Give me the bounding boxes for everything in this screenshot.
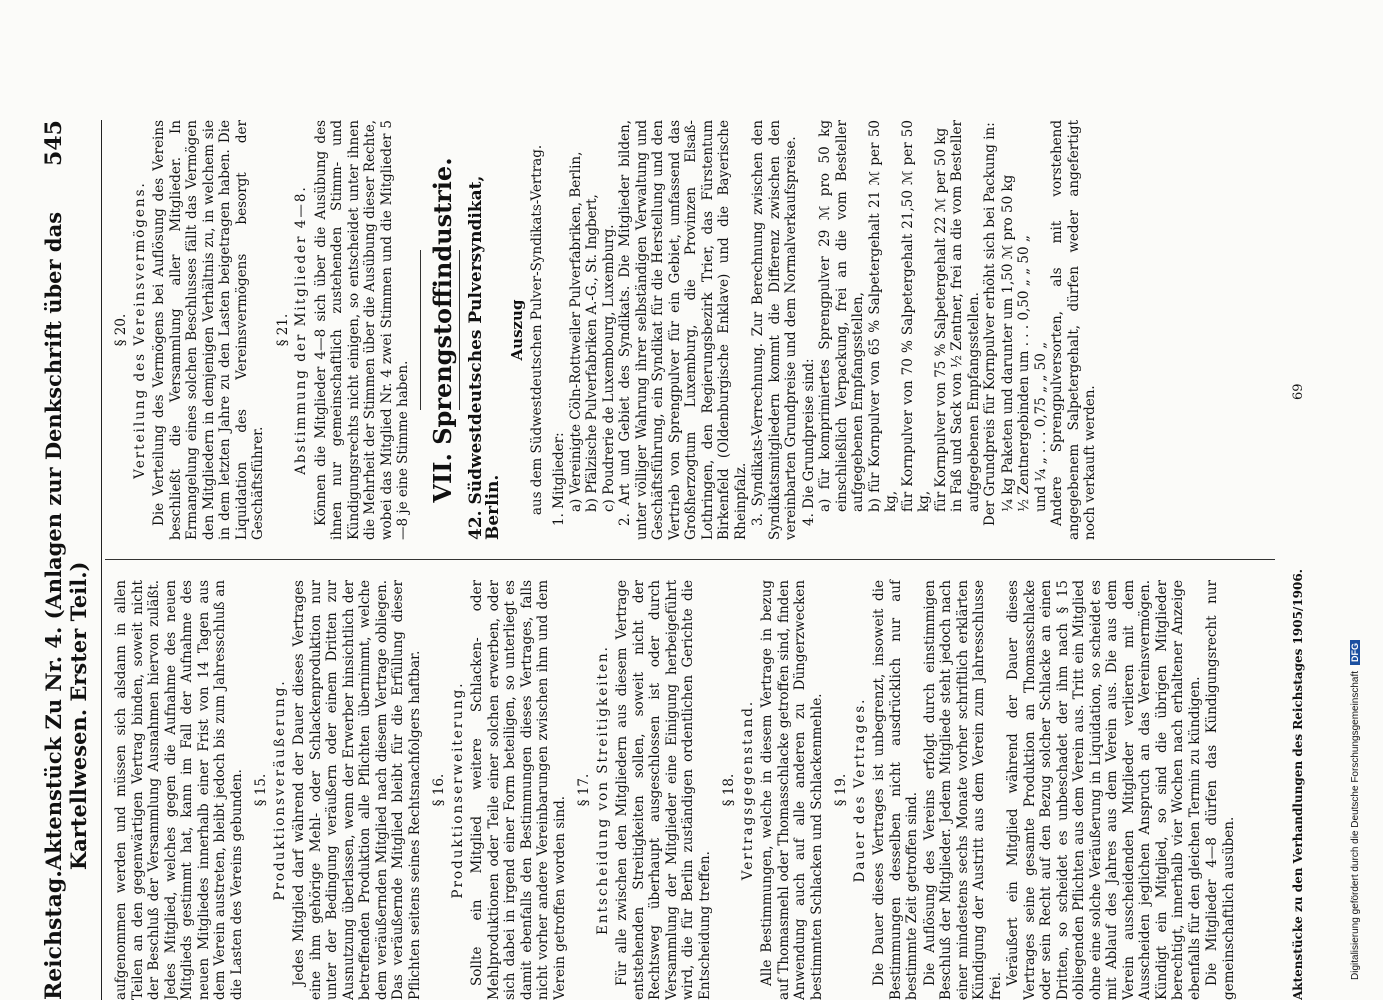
base-price-b3: für Kornpulver von 75 % Salpetergehalt 22 ℳ per 50 kg: [932, 127, 949, 512]
section-21-text: Können die Mitglieder 4—8 sich über die Ausübung des ihnen nur gemeinschaftlich zustehenden Stimm- und Kündigungsrechts nicht einigen, so entscheidet unter ihnen die Mehrheit der Stimmen über die Ausübung dieser Rechte, wobei das Mitglied Nr. 4 zwei Stimmen und die Mitglieder 5—8 je eine Stimme haben.: [312, 120, 411, 540]
member-a: a) Vereinigte Cöln-Rottweiler Pulverfabriken, Berlin,: [567, 151, 584, 512]
section-15-title: Produktionsveräußerung.: [271, 679, 288, 901]
syndicate-accounting: 3. Syndikats-Verrechnung. Zur Berechnung zwischen den Syndikatsmitgliedern kommt die Differenz zwischen den vereinbarten Grundpreise und dem Normalverkaufspreise.: [750, 120, 799, 540]
section-19-paragraph-3: Veräußert ein Mitglied während der Dauer dieses Vertrages seine gesamte Produktion an Thomasschlacke oder sein Recht auf den Bezug solcher Schlacke an einen Dritten, so scheidet es unbeschadet der ihm nach § 15 obliegenden Pflichten aus dem Verein aus. Tritt ein Mitglied ohne eine solche Veräußerung in Liquidation, so scheidet es mit Ablauf des Jahres aus dem Verein aus. Die aus dem Verein ausscheidenden Mitglieder verlieren mit dem Ausscheiden jeglichen Anspruch an das Vereinsvermögen. Kündigt ein Mitglied, so sind die übrigen Mitglieder berechtigt, innerhalb vier Wochen nach erhaltener Anzeige ebenfalls für den gleichen Termin zu kündigen.: [1005, 580, 1203, 1000]
section-15-number: § 15.: [253, 773, 269, 807]
column-divider: [105, 559, 1275, 560]
document-42-heading: 42. Südwestdeutsches Pulversyndikat, Berlin.: [466, 175, 503, 540]
header-title: Aktenstück Zu Nr. 4. (Anlagen zur Denkschrift über das Kartellwesen. Erster Teil.): [41, 211, 91, 871]
dfg-logo: DFG: [1350, 640, 1360, 665]
packing-surcharge-3: und ¼ „ . . . 0,75 „ „ 50 „: [1032, 341, 1049, 512]
member-c: c) Poudrerie de Luxembourg, Luxemburg.: [600, 224, 617, 512]
section-18-number: § 18.: [721, 773, 737, 807]
digitization-note: [1350, 20, 1370, 980]
base-price-a: a) für komprimiertes Sprengpulver 29 ℳ pro 50 kg einschließlich Verpackung, frei an die vom Besteller aufgegebenen Empfangsstellen,: [817, 120, 866, 512]
member-b: b) Pfälzische Pulverfabriken A.-G., St. Ingbert,: [584, 194, 600, 512]
base-prices-heading: 4. Die Grundpreise sind:: [800, 358, 817, 526]
section-18-title: Vertragsgegenstand.: [739, 699, 756, 881]
section-20-number: § 20.: [113, 313, 129, 347]
section-19-paragraph-4: Die Mitglieder 4—8 dürfen das Kündigungsrecht nur gemeinschaftlich ausüben.: [1204, 580, 1237, 1000]
section-20-text: Die Verteilung des Vermögens bei Auflösung des Vereins beschließt die Versammlung aller Mitglieder. In Ermangelung eines solchen Beschlusses fällt das Vermögen den Mitgliedern in demjenigen Verhältnis zu, in welchem sie in dem letzten Jahre zu den Lasten beigetragen haben. Die Liquidation des Vereinsvermögens besorgt der Geschäftsführer.: [151, 120, 266, 540]
page-footer: [1291, 120, 1321, 1000]
excerpt-heading: Auszug: [508, 299, 526, 361]
digitization-note-text-wrap: [1350, 20, 1361, 980]
section-19-paragraph-1: Die Dauer dieses Vertrages ist unbegrenzt, insoweit die Bestimmungen desselben nicht ausdrücklich nur auf bestimmte Zeit getroffen sind.: [871, 580, 920, 1000]
section-20-title: Verteilung des Vereinsvermögens.: [131, 181, 148, 479]
sheet-number: 69: [1291, 383, 1306, 400]
section-17-title: Entscheidung von Streitigkeiten.: [594, 645, 611, 935]
section-21-title: Abstimmung der Mitglieder 4—8.: [293, 185, 309, 475]
chapter-heading: VII. Sprengstoffindustrie.: [427, 157, 457, 503]
page-number: 545: [41, 120, 67, 166]
other-powders-note: Andere Sprengpulversorten, als mit vorstehend angegebenem Salpetergehalt, dürfen weder angefertigt noch verkauft werden.: [1049, 120, 1098, 540]
chapter-rule: [459, 250, 460, 410]
section-21-number: § 21.: [274, 313, 291, 347]
digitization-note-text: Digitalisierung gefördert durch die Deutsche Forschungsgemeinschaft: [1350, 670, 1361, 980]
syndicate-scope: 2. Art und Gebiet des Syndikats. Die Mitglieder bilden, unter völliger Wahrung ihrer selbständigen Verwaltung und Geschäftsführung, ein Syndikat für die Herstellung und den Vertrieb von Sprengpulver für ein Gebiet, umfassend das Großherzogtum Luxemburg, die Provinzen Elsaß-Lothringen, den Regierungsbezirk Trier, das Fürstentum Birkenfeld (Oldenburgische Enklave) und die Bayerische Rheinpfalz.: [617, 120, 749, 540]
packing-surcharge-intro: Der Grundpreis für Kornpulver erhöht sich bei Packung in:: [982, 122, 998, 526]
section-19-number: § 19.: [833, 773, 849, 807]
section-16-text: Sollte ein Mitglied weitere Schlacken- oder Mehlproduktionen oder Teile einer solchen erwerben, oder sich dabei in irgend einer Form beteiligen, so unterliegt es damit ebenfalls den Bestimmungen dieses Vertrages, falls nicht vorher andere Vereinbarungen zwischen ihm und dem Verein getroffen worden sind.: [469, 580, 568, 1000]
right-column: [113, 120, 1100, 540]
excerpt-subheading: aus dem Südwestdeutschen Pulver-Syndikats-Vertrag.: [528, 144, 545, 516]
footer-source: Aktenstücke zu den Verhandlungen des Reichstages 1905/1906.: [1291, 569, 1305, 1000]
section-19-title: Dauer des Vertrages.: [851, 697, 868, 883]
section-16-title: Produktionserweiterung.: [449, 681, 466, 899]
left-column: [113, 580, 1238, 1000]
page-header: [41, 120, 102, 1000]
section-17-number: § 17.: [576, 773, 592, 807]
base-price-b2: für Kornpulver von 70 % Salpetergehalt 21,50 ℳ per 50 kg,: [899, 120, 932, 512]
header-left: Reichstag.: [41, 870, 67, 1000]
section-15-text: Jedes Mitglied darf während der Dauer dieses Vertrages eine ihm gehörige Mehl- oder Schlackenproduktion nur unter der Bedingung veräußern oder einem Dritten zur Ausnutzung überlassen, wenn der Erwerber hinsichtlich der betreffenden Produktion alle Pflichten übernimmt, welche dem veräußernden Mitglied nach diesem Vertrage obliegen. Das veräußernde Mitglied bleibt für die Erfüllung dieser Pflichten seitens seines Rechtsnachfolgers haftbar.: [291, 580, 423, 1000]
section-17-text: Für alle zwischen den Mitgliedern aus diesem Vertrage entstehenden Streitigkeiten sollen, soweit nicht der Rechtsweg überhaupt ausgeschlossen ist oder durch Versammlung der Mitglieder eine Einigung herbeigeführt wird, die für Berlin zuständigen ordentlichen Gerichte die Entscheidung treffen.: [614, 580, 713, 1000]
base-price-b4: in Faß und Sack von ½ Zentner, frei an die vom Besteller aufgegebenen Empfangsstellen.: [949, 120, 982, 512]
section-18-text: Alle Bestimmungen, welche in diesem Vertrage in bezug auf Thomasmehl oder Thomasschlacke getroffen sind, finden Anwendung auch auf alle anderen zu Düngerzwecken bestimmten Schlacken und Schlackenmehle.: [759, 580, 825, 1000]
section-rule: [420, 250, 421, 410]
section-19-paragraph-2: Die Auflösung des Vereins erfolgt durch einstimmigen Beschluß der Mitglieder. Jedem Mitgliede steht jedoch nach einer mindestens sechs Monate vorher schriftlich erklärten Kündigung der Austritt aus dem Verein zum Jahresschlusse frei.: [921, 580, 1004, 1000]
section-16-number: § 16.: [431, 773, 447, 807]
packing-surcharge-1: ¼ kg Paketen und darunter um 1,50 ℳ pro 50 kg: [999, 174, 1016, 512]
packing-surcharge-2: ½ Zentnergebinden um . . . 0,50 „ „ 50 „: [1016, 235, 1032, 512]
intro-paragraph: aufgenommen werden und müssen sich alsdann in allen Teilen an den gegenwärtigen Vertrag binden, soweit nicht der Beschluß der Versammlung Ausnahmen hiervon zuläßt. Jedes Mitglied, welches gegen die Aufnahme des neuen Mitglieds gestimmt hat, kann im Fall der Aufnahme des neuen Mitgliedes innerhalb einer Frist von 14 Tagen aus dem Verein austreten, bleibt jedoch bis zum Jahresschluß an die Lasten des Vereins gebunden.: [113, 580, 245, 1000]
rotated-sheet: [41, 80, 1341, 1000]
base-price-b: b) für Kornpulver von 65 % Salpetergehalt 21 ℳ per 50 kg,: [866, 120, 899, 512]
members-heading: 1. Mitglieder:: [551, 432, 567, 526]
